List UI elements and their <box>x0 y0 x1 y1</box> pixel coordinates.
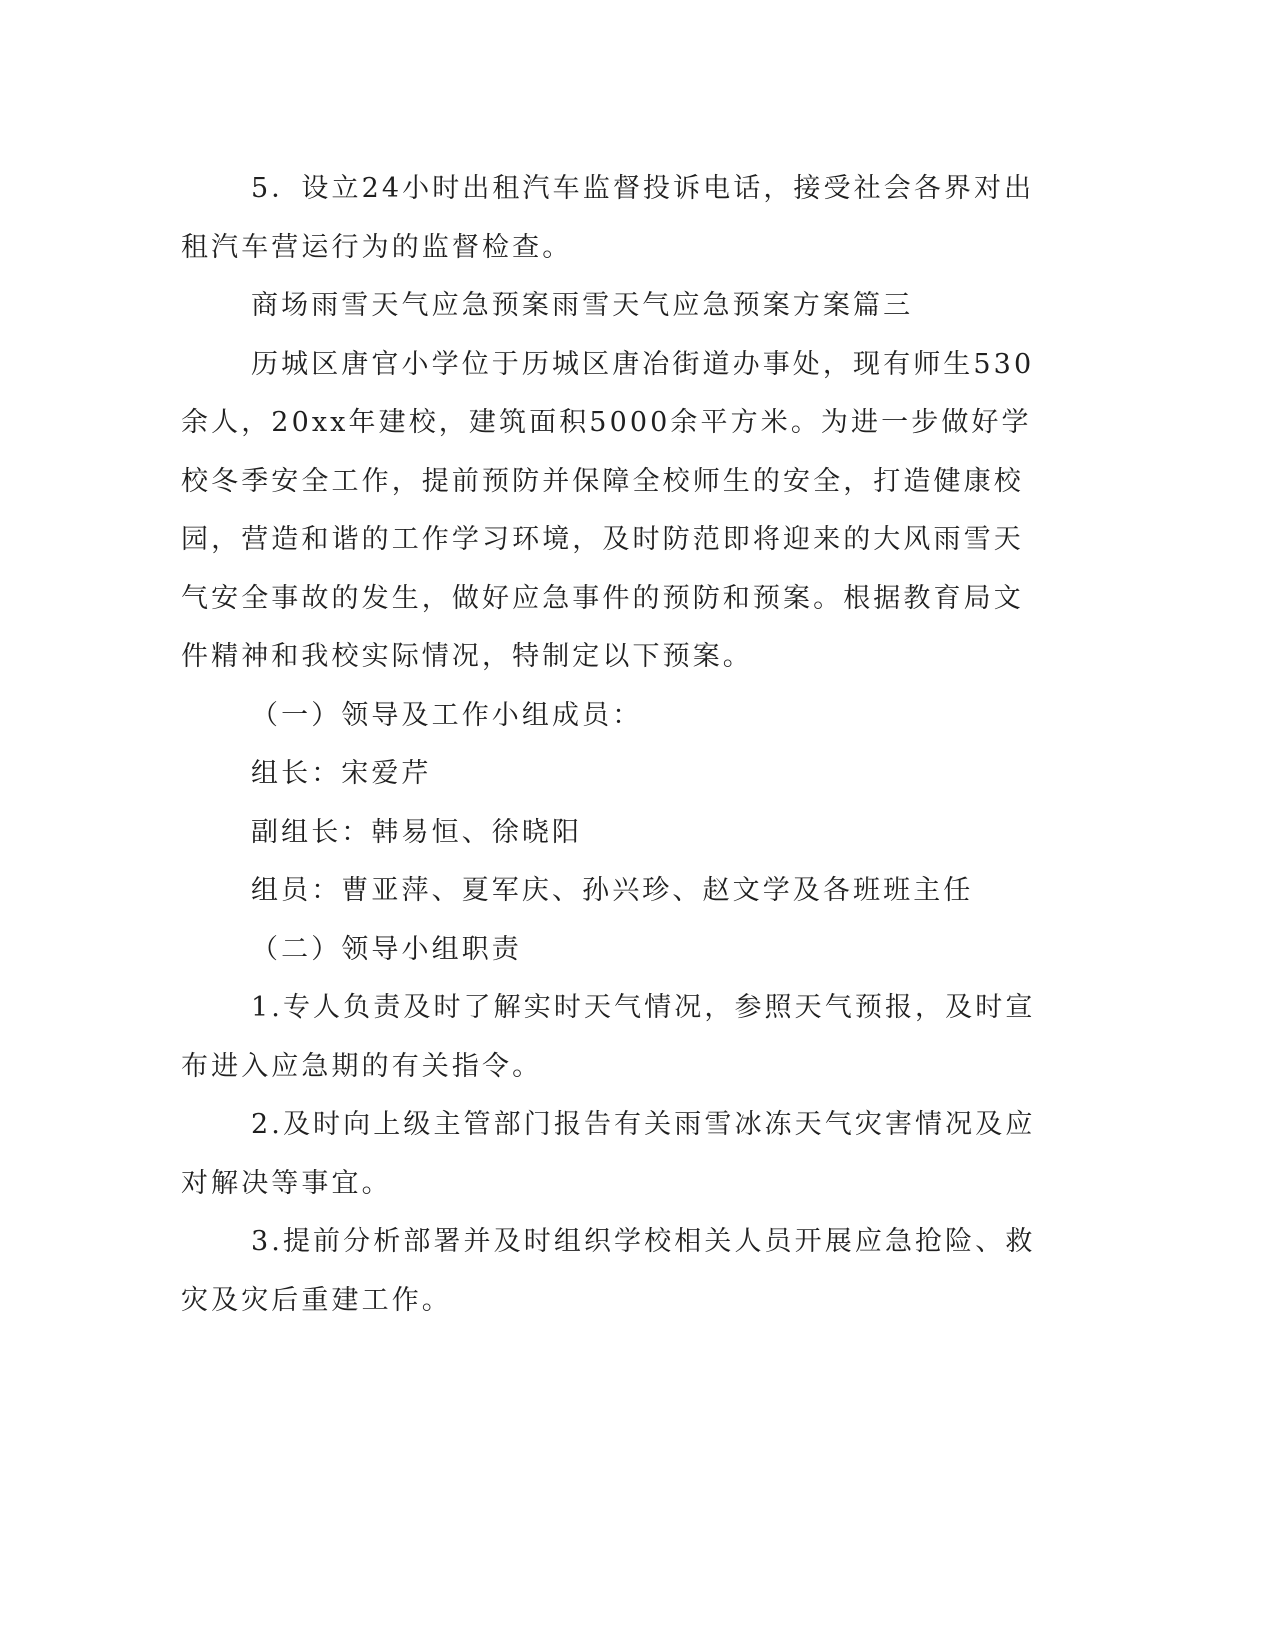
subheading-leadership-duties: （二）领导小组职责 <box>251 933 522 965</box>
team-members-line: 组员：曹亚萍、夏军庆、孙兴珍、赵文学及各班班主任 <box>251 875 974 906</box>
team-leader-line: 组长：宋爱芹 <box>251 758 432 789</box>
paragraph-taxi-hotline: 5．设立24小时出租汽车监督投诉电话，接受社会各界对出租汽车营运行为的监督检查。 <box>181 173 1035 263</box>
duty-item-3: 3.提前分析部署并及时组织学校相关人员开展应急抢险、救灾及灾后重建工作。 <box>181 1226 1036 1316</box>
document-body <box>181 160 1041 1330</box>
duty-item-2: 2.及时向上级主管部门报告有关雨雪冰冻天气灾害情况及应对解决等事宜。 <box>181 1109 1036 1199</box>
deputy-leader-line: 副组长：韩易恒、徐晓阳 <box>251 816 583 848</box>
section-heading-plan-three: 商场雨雪天气应急预案雨雪天气应急预案方案篇三 <box>251 290 914 321</box>
duty-item-1: 1.专人负责及时了解实时天气情况，参照天气预报，及时宣布进入应急期的有关指令。 <box>181 992 1036 1082</box>
subheading-leadership-members: （一）领导及工作小组成员： <box>251 699 643 731</box>
paragraph-school-intro: 历城区唐官小学位于历城区唐冶街道办事处，现有师生530余人，20xx年建校，建筑面积5000余平方米。为进一步做好学校冬季安全工作，提前预防并保障全校师生的安全，打造健康校园，营造和谐的工作学习环境，及时防范即将迎来的大风雨雪天气安全事故的发生，做好应急事件的预防和预案。根据教育局文件精神和我校实际情况，特制定以下预案。 <box>181 348 1035 672</box>
